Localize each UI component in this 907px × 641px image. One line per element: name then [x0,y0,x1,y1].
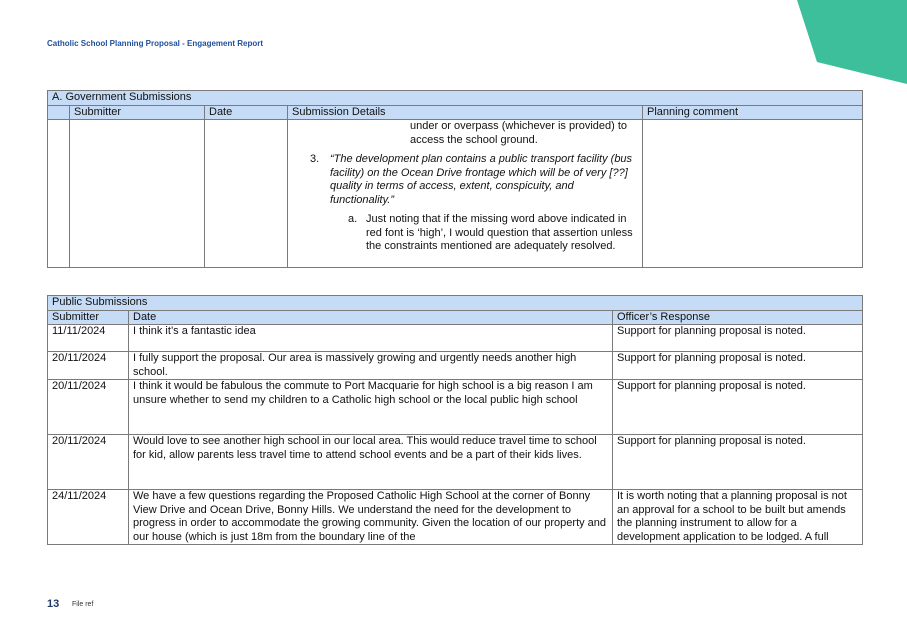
document-title: Catholic School Planning Proposal - Engagement Report [47,39,264,48]
submitter-cell [70,120,205,268]
index-header [48,105,70,120]
government-section-title: A. Government Submissions [48,91,863,106]
date-header: Date [205,105,288,120]
date-cell: 20/11/2024 [48,435,129,490]
corner-accent-shape [797,0,907,84]
date-cell: 20/11/2024 [48,380,129,435]
table-row [48,352,863,380]
table-row [48,435,863,490]
section-title-row [48,296,863,311]
officer-response-header: Officer’s Response [613,310,863,325]
submitter-header: Submitter [70,105,205,120]
item-number: 3. [310,153,320,165]
table-row [48,325,863,352]
government-submissions-table [47,90,863,268]
date-cell: 11/11/2024 [48,325,129,352]
sub-item-text: Just noting that if the missing word above indicated in red font is ‘high’, I would question that assertion unless the constraints mentioned are adequately resolved. [366,213,633,252]
response-cell: Support for planning proposal is noted. [613,435,863,490]
submission-details-header: Submission Details [288,105,643,120]
table-row [48,380,863,435]
public-submissions-table [47,295,863,545]
details-cell: I fully support the proposal. Our area is massively growing and urgently needs another high school. [129,352,613,380]
details-cell: I think it’s a fantastic idea [129,325,613,352]
table-row [48,120,863,268]
date-cell [205,120,288,268]
public-section-title: Public Submissions [48,296,863,311]
submitter-header: Submitter [48,310,129,325]
item-text: “The development plan contains a public transport facility (bus facility) on the Ocean Drive frontage which will be of very [??] quality in terms of access, extent, conspicuity, and functionality.” [330,153,633,206]
column-header-row [48,105,863,120]
details-cell: I think it would be fabulous the commute to Port Macquarie for high school is a big reason I am unsure whether to send my children to a Catholic high school or the local public high school [129,380,613,435]
planning-comment-cell [643,120,863,268]
numbered-item [310,153,638,207]
sub-item [348,213,638,254]
continued-text: under or overpass (whichever is provided) to access the school ground. [410,120,628,146]
details-cell: Would love to see another high school in our local area. This would reduce travel time to school for kid, allow parents less travel time to attend school events and be a part of their kids lives. [129,435,613,490]
sub-item-letter: a. [348,213,358,225]
file-ref: File ref [72,601,94,608]
page-number: 13 [47,598,60,610]
date-header: Date [129,310,613,325]
index-cell [48,120,70,268]
submission-details-cell [288,120,643,268]
date-cell: 20/11/2024 [48,352,129,380]
column-header-row [48,310,863,325]
response-cell: Support for planning proposal is noted. [613,352,863,380]
date-cell: 24/11/2024 [48,490,129,545]
response-cell: It is worth noting that a planning proposal is not an approval for a school to be built but amends the planning instrument to allow for a development application to be lodged. A full [613,490,863,545]
response-cell: Support for planning proposal is noted. [613,325,863,352]
section-title-row [48,91,863,106]
response-cell: Support for planning proposal is noted. [613,380,863,435]
planning-comment-header: Planning comment [643,105,863,120]
table-row [48,490,863,545]
details-cell: We have a few questions regarding the Proposed Catholic High School at the corner of Bonny View Drive and Ocean Drive, Bonny Hills. We understand the need for the development to progress in order to accommodate the growing community. Given the location of our property and our house (which is just 18m from the boundary line of the [129,490,613,545]
